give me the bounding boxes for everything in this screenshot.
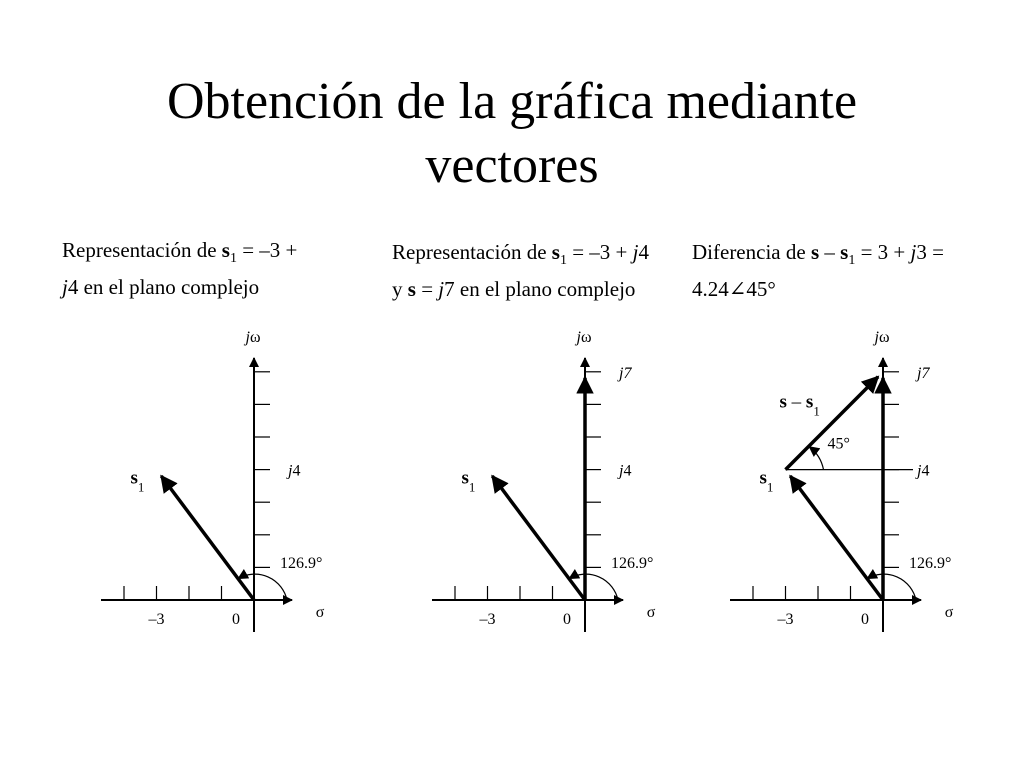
vector-s1-label: $s_1$ bbox=[759, 467, 774, 495]
imag-axis-label: jω bbox=[874, 329, 890, 346]
caption-subscript: 1 bbox=[848, 253, 856, 269]
caption-italic-j: j bbox=[632, 240, 639, 264]
vector-s1 bbox=[790, 476, 883, 600]
caption-text: Representación de bbox=[392, 240, 552, 264]
caption-text: 7 en el plano complejo bbox=[444, 277, 636, 302]
vector-diff-label: s – $s_1$ bbox=[779, 391, 820, 419]
caption-text: – bbox=[819, 240, 841, 264]
caption-text: = 3 + bbox=[855, 240, 911, 264]
caption-subscript: 1 bbox=[229, 251, 237, 267]
real-axis-label: σ bbox=[646, 604, 656, 621]
tick-label-zero: 0 bbox=[232, 611, 240, 628]
vector-s1 bbox=[492, 476, 585, 600]
imag-axis-label: jω bbox=[245, 329, 261, 346]
angle-label: 126.9° bbox=[611, 555, 654, 572]
caption-subscript: 1 bbox=[559, 253, 567, 269]
caption-bold-s: s bbox=[407, 277, 416, 302]
slide-title-line1: Obtención de la gráfica mediante bbox=[166, 73, 858, 130]
imag-axis-label: jω bbox=[576, 329, 592, 346]
tick-label-j4: j4 bbox=[619, 462, 632, 480]
caption-text: = –3 + bbox=[236, 238, 298, 262]
caption-bold-s: s bbox=[551, 240, 560, 264]
caption-text: Representación de bbox=[62, 238, 222, 262]
caption-text: 4 en el plano complejo bbox=[67, 275, 260, 300]
vector-s1-label: $s_1$ bbox=[130, 467, 145, 495]
diagram-s1-s bbox=[432, 329, 656, 632]
diagram-s1 bbox=[101, 329, 325, 632]
diff-angle-label: 45° bbox=[827, 435, 850, 453]
caption-bold-s: s bbox=[840, 240, 849, 264]
caption-bold-s: s bbox=[810, 240, 820, 264]
caption-italic-j: j bbox=[62, 275, 68, 300]
diagram-difference bbox=[730, 329, 954, 632]
tick-label-j7: j7 bbox=[619, 364, 632, 382]
tick-label-j7: j7 bbox=[917, 364, 930, 382]
real-axis-label: σ bbox=[944, 604, 954, 621]
caption-text: Diferencia de bbox=[692, 240, 811, 264]
tick-label-neg3: –3 bbox=[479, 611, 496, 628]
caption-text: 4 y bbox=[392, 240, 649, 302]
tick-label-zero: 0 bbox=[861, 611, 869, 628]
diff-angle-arc bbox=[809, 447, 823, 470]
caption-italic-j: j bbox=[910, 240, 917, 264]
tick-label-neg3: –3 bbox=[777, 611, 794, 628]
caption-italic-j: j bbox=[438, 277, 445, 302]
caption-text: 3 = 4.24∠45° bbox=[692, 240, 944, 302]
vector-s1-label: $s_1$ bbox=[461, 467, 476, 495]
tick-label-neg3: –3 bbox=[148, 611, 165, 628]
vector-s1 bbox=[161, 476, 254, 600]
slide-title-line2: vectores bbox=[425, 137, 599, 194]
tick-label-zero: 0 bbox=[563, 611, 571, 628]
caption-text: = –3 + bbox=[566, 240, 633, 264]
tick-label-j4: j4 bbox=[917, 462, 930, 480]
tick-label-j4: j4 bbox=[288, 462, 301, 480]
angle-label: 126.9° bbox=[909, 555, 952, 572]
caption-text: = bbox=[415, 277, 439, 302]
angle-label: 126.9° bbox=[280, 555, 323, 572]
real-axis-label: σ bbox=[315, 604, 325, 621]
caption-bold-s: s bbox=[221, 238, 230, 262]
